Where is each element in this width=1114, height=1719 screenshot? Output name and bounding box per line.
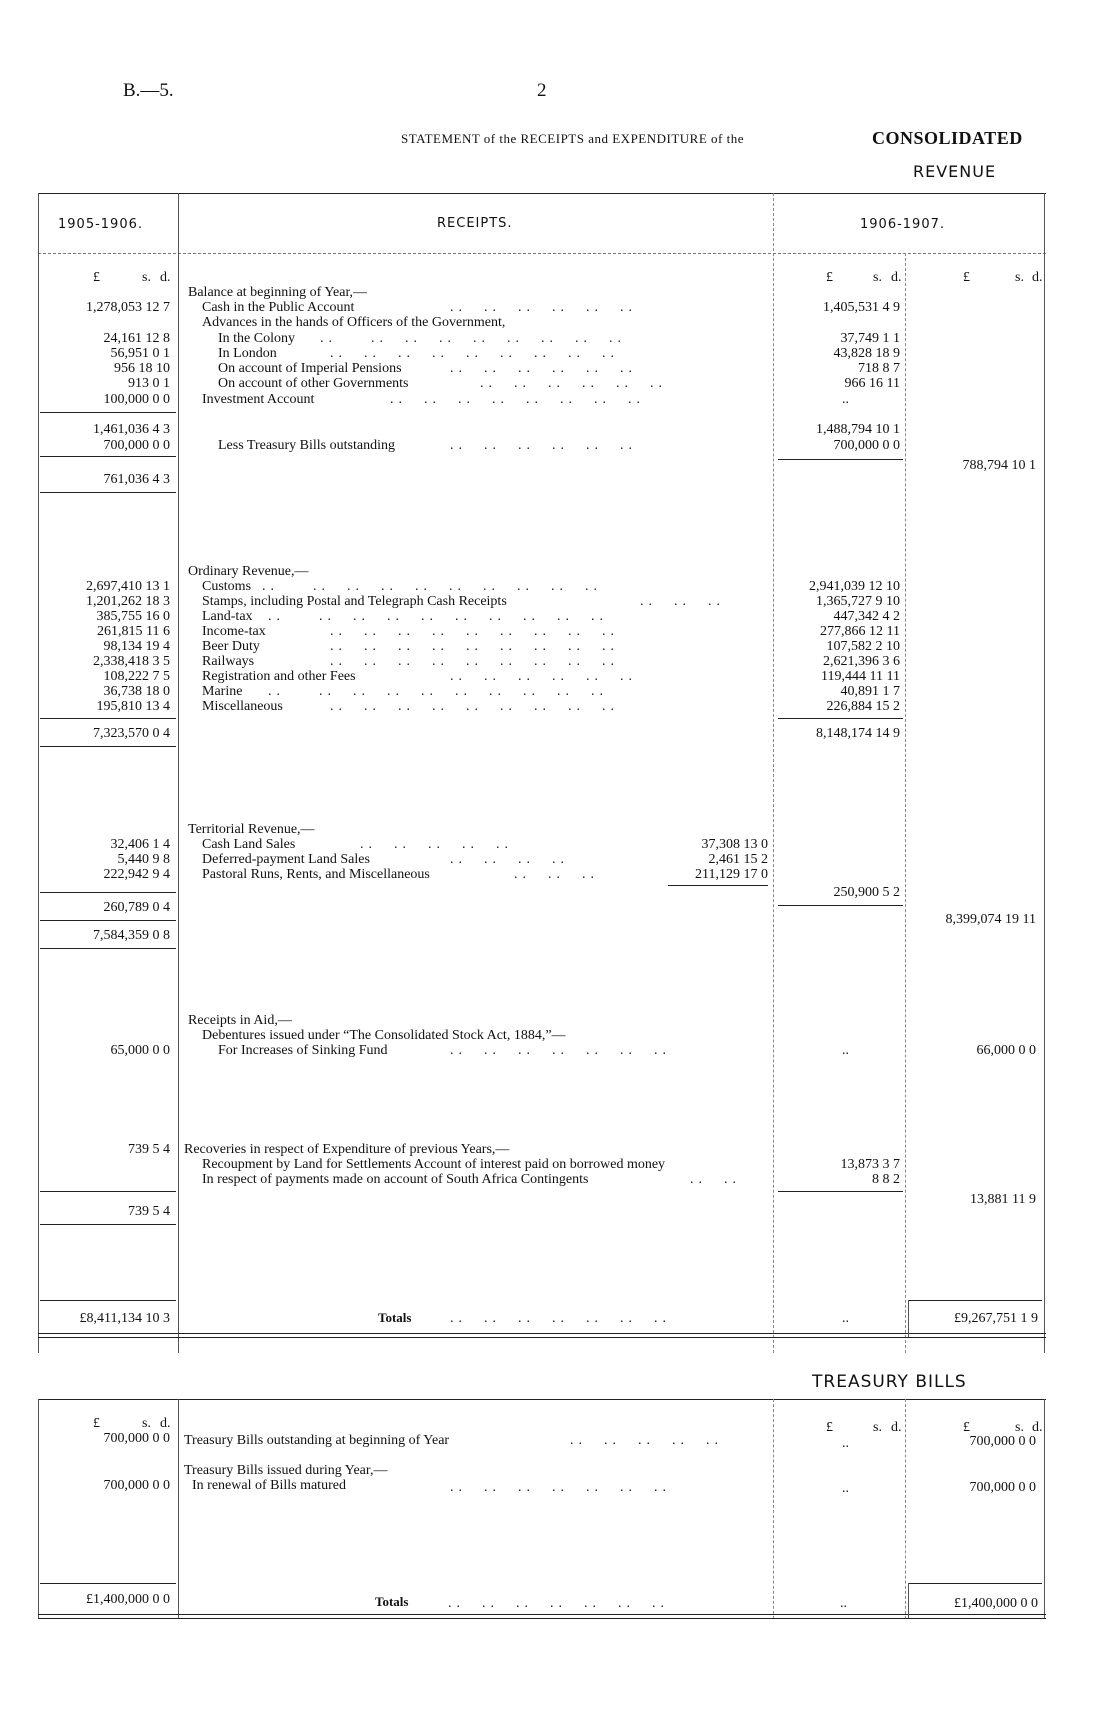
deferred-land-label: Deferred-payment Land Sales <box>202 852 370 867</box>
advance-colony-label: In the Colony <box>218 331 295 346</box>
recoveries-total: 13,881 11 9 <box>970 1192 1036 1207</box>
pound-header-curr: £ <box>826 270 833 285</box>
totals-curr: .. <box>842 1311 849 1326</box>
deferred-land-detail: 2,461 15 2 <box>708 852 768 867</box>
less-bills-prev: 700,000 0 0 <box>103 438 170 453</box>
treasury-left-border <box>38 1399 39 1619</box>
territorial-total-curr: 250,900 5 2 <box>833 885 900 900</box>
totals-label: Totals <box>378 1310 412 1325</box>
treasury-title: TREASURY BILLS <box>812 1372 967 1392</box>
sum-rule <box>668 885 768 886</box>
fees-curr: 119,444 11 11 <box>821 669 900 684</box>
deferred-land-prev: 5,440 9 8 <box>117 852 170 867</box>
sum-rule <box>40 1191 176 1192</box>
railways-curr: 2,621,396 3 6 <box>823 654 900 669</box>
page-number: 2 <box>537 80 547 101</box>
incometax-label: Income-tax <box>202 624 266 639</box>
d-header-prev: d. <box>160 270 171 285</box>
landtax-prev: 385,755 16 0 <box>96 609 170 624</box>
beerduty-prev: 98,134 19 4 <box>103 639 170 654</box>
prev-year-divider <box>178 193 179 1353</box>
leader-dots: .. .. .. .. <box>450 852 569 867</box>
advance-govts-curr: 966 16 11 <box>844 376 900 391</box>
landtax-label: Land-tax <box>202 609 253 624</box>
treasury-totals-prev: £1,400,000 0 0 <box>86 1592 170 1607</box>
advances-label: Advances in the hands of Officers of the Government, <box>202 315 506 330</box>
incometax-prev: 261,815 11 6 <box>97 624 170 639</box>
misc-curr: 226,884 15 2 <box>826 699 900 714</box>
advance-pensions-prev: 956 18 10 <box>114 361 170 376</box>
revenue-grand-total: 8,399,074 19 11 <box>945 912 1036 927</box>
territorial-total-prev: 260,789 0 4 <box>103 900 170 915</box>
advance-pensions-curr: 718 8 7 <box>858 361 900 376</box>
advance-colony-curr: 37,749 1 1 <box>840 331 900 346</box>
cash-label: Cash in the Public Account <box>202 300 355 315</box>
aid-total: 66,000 0 0 <box>976 1043 1036 1058</box>
recoveries-heading: Recoveries in respect of Expenditure of previous Years,— <box>184 1142 510 1157</box>
leader-dots: .. .. .. .. .. .. .. .. .. <box>330 654 619 669</box>
sum-rule <box>40 948 176 949</box>
header-prev-year: 1905-1906. <box>58 217 143 232</box>
statement-title: STATEMENT of the RECEIPTS and EXPENDITURE of the <box>401 131 744 146</box>
cash-land-prev: 32,406 1 4 <box>110 837 170 852</box>
leader-dots: .. .. .. .. .. .. .. .. .. <box>330 346 619 361</box>
pastoral-label: Pastoral Runs, Rents, and Miscellaneous <box>202 867 430 882</box>
s-header-curr: s. <box>873 270 882 285</box>
bills-issued-total: 700,000 0 0 <box>969 1480 1036 1495</box>
aid-prev: 65,000 0 0 <box>110 1043 170 1058</box>
treasury-totals-total: £1,400,000 0 0 <box>954 1596 1038 1611</box>
railways-prev: 2,338,418 3 5 <box>93 654 170 669</box>
leader-dots: .. .. .. .. .. .. .. <box>450 1043 671 1058</box>
fees-label: Registration and other Fees <box>202 669 356 684</box>
balance-net-prev: 761,036 4 3 <box>103 472 170 487</box>
sum-rule <box>40 718 176 719</box>
d-header-total: d. <box>1032 1420 1043 1435</box>
less-bills-curr: 700,000 0 0 <box>833 438 900 453</box>
sum-rule <box>40 920 176 921</box>
leader-dots: .. .. .. .. .. .. .. <box>450 1311 671 1326</box>
leader-dots: .. .. .. .. .. .. .. .. .. .. <box>268 609 608 624</box>
bills-issued-prev: 700,000 0 0 <box>103 1478 170 1493</box>
sum-rule <box>40 1583 176 1584</box>
s-header-total: s. <box>1015 270 1024 285</box>
bills-outstanding-total: 700,000 0 0 <box>969 1434 1036 1449</box>
cash-curr: 1,405,531 4 9 <box>823 300 900 315</box>
pound-header-total: £ <box>963 270 970 285</box>
total-box-left <box>908 1300 909 1337</box>
leader-dots: .. .. .. .. .. .. <box>450 300 637 315</box>
cash-land-detail: 37,308 13 0 <box>701 837 768 852</box>
customs-curr: 2,941,039 12 10 <box>809 579 900 594</box>
balance-net-total: 788,794 10 1 <box>962 458 1036 473</box>
d-header-curr: d. <box>891 1420 902 1435</box>
header-rule <box>38 253 1046 254</box>
sum-rule <box>778 459 903 460</box>
aid-curr: .. <box>842 1043 849 1058</box>
treasury-totals-label: Totals <box>375 1594 409 1609</box>
bills-issued-curr: .. <box>842 1481 849 1496</box>
pastoral-prev: 222,942 9 4 <box>103 867 170 882</box>
title-revenue: REVENUE <box>913 162 997 181</box>
advance-london-curr: 43,828 18 9 <box>833 346 900 361</box>
incometax-curr: 277,866 12 11 <box>820 624 900 639</box>
sum-rule <box>908 1300 1042 1301</box>
sum-rule <box>778 718 903 719</box>
investment-label: Investment Account <box>202 392 315 407</box>
fees-prev: 108,222 7 5 <box>103 669 170 684</box>
marine-curr: 40,891 1 7 <box>840 684 900 699</box>
leader-dots: .. .. .. .. .. <box>360 837 513 852</box>
beerduty-label: Beer Duty <box>202 639 260 654</box>
double-rule <box>38 1337 1046 1338</box>
leader-dots: .. .. .. .. .. .. <box>450 669 637 684</box>
balance-heading: Balance at beginning of Year,— <box>188 285 368 300</box>
d-header-curr: d. <box>891 270 902 285</box>
totals-prev: £8,411,134 10 3 <box>79 1311 170 1326</box>
recoveries-prev: 739 5 4 <box>128 1142 170 1157</box>
cash-land-label: Cash Land Sales <box>202 837 296 852</box>
s-header-prev: s. <box>142 270 151 285</box>
stamps-prev: 1,201,262 18 3 <box>86 594 170 609</box>
leader-dots: .. .. .. <box>514 867 599 882</box>
pound-header-prev: £ <box>93 270 100 285</box>
recoveries-curr2: 8 8 2 <box>872 1172 900 1187</box>
sum-rule <box>40 1300 176 1301</box>
advance-london-label: In London <box>218 346 277 361</box>
sum-rule <box>908 1583 1042 1584</box>
advance-govts-label: On account of other Governments <box>218 376 409 391</box>
bills-outstanding-curr: .. <box>842 1436 849 1451</box>
misc-label: Miscellaneous <box>202 699 283 714</box>
sum-rule <box>40 412 176 413</box>
beerduty-curr: 107,582 2 10 <box>826 639 900 654</box>
recoveries-line1: Recoupment by Land for Settlements Account of interest paid on borrowed money <box>202 1157 666 1172</box>
investment-prev: 100,000 0 0 <box>103 392 170 407</box>
marine-prev: 36,738 18 0 <box>103 684 170 699</box>
sum-rule <box>40 456 176 457</box>
leader-dots: .. .. .. .. .. .. .. .. <box>390 392 645 407</box>
balance-subtotal-prev: 1,461,036 4 3 <box>93 422 170 437</box>
s-header-curr: s. <box>873 1420 882 1435</box>
treasury-right-border <box>1044 1399 1045 1619</box>
pound-header-total: £ <box>963 1420 970 1435</box>
railways-label: Railways <box>202 654 255 669</box>
right-border <box>1044 193 1045 1353</box>
leader-dots: .. .. .. .. .. .. <box>450 361 637 376</box>
bills-outstanding-label: Treasury Bills outstanding at beginning of Year <box>184 1433 450 1448</box>
advance-colony-prev: 24,161 12 8 <box>103 331 170 346</box>
left-border <box>38 193 39 1353</box>
treasury-curr-divider <box>773 1399 774 1619</box>
ordinary-heading: Ordinary Revenue,— <box>188 564 309 579</box>
d-header-total: d. <box>1032 270 1043 285</box>
leader-dots: .. .. .. .. .. .. .. .. .. .. <box>268 684 608 699</box>
double-rule <box>38 1333 1046 1334</box>
recoveries-curr1: 13,873 3 7 <box>840 1157 900 1172</box>
sum-rule <box>40 892 176 893</box>
header-receipts: RECEIPTS. <box>437 216 513 231</box>
revenue-grand-prev: 7,584,359 0 8 <box>93 928 170 943</box>
advance-govts-prev: 913 0 1 <box>128 376 170 391</box>
recoveries-line2: In respect of payments made on account of South Africa Contingents <box>202 1172 589 1187</box>
investment-curr: .. <box>842 392 849 407</box>
bills-issued-heading: Treasury Bills issued during Year,— <box>184 1463 388 1478</box>
stamps-curr: 1,365,727 9 10 <box>816 594 900 609</box>
balance-subtotal-curr: 1,488,794 10 1 <box>816 422 900 437</box>
pastoral-detail: 211,129 17 0 <box>695 867 768 882</box>
pound-header-prev: £ <box>93 1416 100 1431</box>
bills-issued-label: In renewal of Bills matured <box>192 1478 346 1493</box>
treasury-top-rule <box>38 1399 1046 1400</box>
leader-dots: .. .. .. .. .. .. <box>480 376 667 391</box>
title-consolidated: CONSOLIDATED <box>872 128 1023 148</box>
leader-dots: .. .. .. .. .. .. <box>450 438 637 453</box>
customs-prev: 2,697,410 13 1 <box>86 579 170 594</box>
leader-dots: .. .. .. .. .. .. .. .. .. <box>330 624 619 639</box>
total-box-left <box>908 1583 909 1618</box>
sum-rule <box>40 1224 176 1225</box>
treasury-totals-curr: .. <box>840 1596 847 1611</box>
table-top-rule <box>38 193 1046 194</box>
treasury-total-divider <box>905 1399 906 1619</box>
sum-rule <box>40 746 176 747</box>
ordinary-total-curr: 8,148,174 14 9 <box>816 726 900 741</box>
d-header-prev: d. <box>160 1416 171 1431</box>
leader-dots: .. .. .. .. .. .. .. .. .. .. <box>262 579 602 594</box>
sum-rule <box>778 1191 903 1192</box>
pound-header-curr: £ <box>826 1420 833 1435</box>
leader-dots: .. .. .. .. .. .. .. <box>450 1480 671 1495</box>
stamps-label: Stamps, including Postal and Telegraph Cash Receipts <box>202 594 507 609</box>
sum-rule <box>778 905 903 906</box>
advance-pensions-label: On account of Imperial Pensions <box>218 361 402 376</box>
leader-dots: .. .. .. .. .. <box>570 1433 723 1448</box>
double-rule <box>38 1614 1046 1615</box>
leader-dots: .. .. .. .. .. .. .. <box>448 1596 669 1611</box>
recoveries-total-prev: 739 5 4 <box>128 1204 170 1219</box>
sum-rule <box>40 492 176 493</box>
territorial-heading: Territorial Revenue,— <box>188 822 315 837</box>
leader-dots: .. .. .. <box>640 594 725 609</box>
marine-label: Marine <box>202 684 243 699</box>
landtax-curr: 447,342 4 2 <box>833 609 900 624</box>
aid-line1: Debentures issued under “The Consolidated Stock Act, 1884,”— <box>202 1028 566 1043</box>
treasury-prev-divider <box>178 1399 179 1619</box>
header-curr-year: 1906-1907. <box>860 217 945 232</box>
aid-heading: Receipts in Aid,— <box>188 1013 292 1028</box>
totals-total: £9,267,751 1 9 <box>954 1311 1038 1326</box>
cash-prev: 1,278,053 12 7 <box>86 300 170 315</box>
double-rule <box>38 1618 1046 1619</box>
aid-line2: For Increases of Sinking Fund <box>218 1043 388 1058</box>
page-reference: B.—5. <box>123 80 174 101</box>
s-header-prev: s. <box>142 1416 151 1431</box>
total-col-divider <box>905 253 906 1353</box>
leader-dots: .. .. .. .. .. .. .. .. .. <box>330 639 619 654</box>
leader-dots: .. .. .. .. .. .. .. .. .. <box>330 699 619 714</box>
bills-outstanding-prev: 700,000 0 0 <box>103 1431 170 1446</box>
misc-prev: 195,810 13 4 <box>96 699 170 714</box>
curr-year-divider <box>773 193 774 1353</box>
s-header-total: s. <box>1015 1420 1024 1435</box>
ordinary-total-prev: 7,323,570 0 4 <box>93 726 170 741</box>
customs-label: Customs <box>202 579 252 594</box>
less-bills-label: Less Treasury Bills outstanding <box>218 438 395 453</box>
advance-london-prev: 56,951 0 1 <box>110 346 170 361</box>
leader-dots: .. .. <box>690 1172 741 1187</box>
leader-dots: .. .. .. .. .. .. .. .. .. <box>320 331 626 346</box>
